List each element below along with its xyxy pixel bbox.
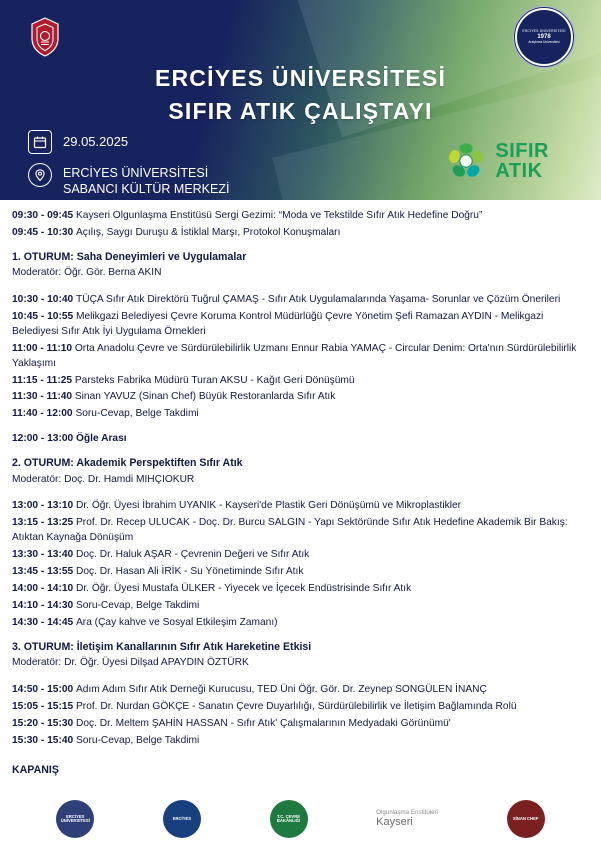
poster-title-line2: SIFIR ATIK ÇALIŞTAYI xyxy=(168,97,433,124)
program-item xyxy=(12,499,589,514)
ministry-emblem-icon xyxy=(22,14,68,60)
program-content xyxy=(0,200,601,778)
sifir-atik-logo xyxy=(445,140,549,182)
item-time: 13:30 - 13:40 xyxy=(12,549,76,561)
session-title: 2. OTURUM: Akademik Perspektiften Sıfır Atık xyxy=(12,457,243,470)
university-logo xyxy=(513,6,575,68)
item-text: Sinan YAVUZ (Sinan Chef) Büyük Restoranlarda Sıfır Atık xyxy=(74,391,336,403)
closing-label: KAPANIŞ xyxy=(12,763,59,776)
item-text: Prof. Dr. Nurdan GÖKÇE - Sanatın Çevre Duyarlılığı, Sürdürülebilirlik ve İletişim Bağlamında Rolü xyxy=(76,700,517,712)
sinan-chef-logo-mark xyxy=(507,800,545,838)
item-text: Dr. Öğr. Üyesi Mustafa ÜLKER - Yiyecek ve İçecek Endüstrisinde Sıfır Atık xyxy=(76,582,412,594)
university-logo-bottom-text: Araştırma Üniversitesi xyxy=(528,40,560,45)
program-item xyxy=(12,516,589,546)
program-item xyxy=(12,582,589,597)
erciyes-universitesi-logo-label: ERCİYES ÜNİVERSİTESİ xyxy=(60,813,90,823)
sifir-atik-mark-icon xyxy=(445,140,487,182)
item-time: 15:20 - 15:30 xyxy=(12,717,76,729)
event-meta xyxy=(28,130,229,200)
item-text: Soru-Cevap, Belge Takdimi xyxy=(76,599,200,611)
lunch-break: 12:00 - 13:00 Öğle Arası xyxy=(12,433,127,445)
item-text: Melikgazi Belediyesi Çevre Koruma Kontrol Müdürlüğü Çevre Yönetim Şefi Ramazan AYDIN - Melikgazi Belediyesi Sıfır Atık İyi Uygulama Örnekleri xyxy=(12,311,544,337)
olgunlasma-enstituleri-logo xyxy=(376,809,438,829)
geri-donusum-logo-mark xyxy=(270,800,308,838)
item-time: 14:30 - 14:45 xyxy=(12,616,76,628)
item-time: 15:05 - 15:15 xyxy=(12,700,76,712)
item-text: Adım Adım Sıfır Atık Derneği Kurucusu, TED Üni Öğr. Gör. Dr. Zeynep SONGÜLEN İNANÇ xyxy=(76,683,487,695)
session-title: 3. OTURUM: İletişim Kanallarının Sıfır Atık Hareketine Etkisi xyxy=(12,640,312,653)
program-item xyxy=(12,700,589,715)
event-venue-line2: SABANCI KÜLTÜR MERKEZİ xyxy=(63,181,230,196)
item-text: Parsteks Fabrika Müdürü Turan AKSU - Kağıt Geri Dönüşümü xyxy=(74,374,355,386)
olgunlasma-enstituleri-text xyxy=(376,809,438,829)
erciyes-universitesi-logo xyxy=(56,800,94,838)
location-pin-icon xyxy=(28,163,52,187)
erciyes-seal-logo-mark xyxy=(163,800,201,838)
spacer xyxy=(12,284,589,293)
item-text: TÜÇA Sıfır Atık Direktörü Tuğrul ÇAMAŞ - Sıfır Atık Uygulamalarında Yaşama- Sorunlar ve Çözüm Önerileri xyxy=(76,294,561,306)
program-item xyxy=(12,683,589,698)
session-2 xyxy=(12,456,589,630)
item-text: Doç. Dr. Meltem ŞAHİN HASSAN - Sıfır Atık' Çalışmalarının Medyadaki Görünümü' xyxy=(76,717,451,729)
session-moderator: Moderatör: Dr. Öğr. Üyesi Dilşad APAYDIN ÖZTÜRK xyxy=(12,657,249,669)
olgunlasma-enstituleri-sub: Kayseri xyxy=(376,816,413,829)
poster-header xyxy=(0,0,601,200)
item-time: 15:30 - 15:40 xyxy=(12,734,76,746)
item-text: Dr. Öğr. Üyesi İbrahim UYANIK - Kayseri'de Plastik Geri Dönüşümü ve Mikroplastikler xyxy=(76,500,462,512)
program-item xyxy=(12,390,589,405)
item-time: 13:15 - 13:25 xyxy=(12,517,76,529)
erciyes-seal-logo-label: ERCİYES xyxy=(172,815,192,821)
program-item xyxy=(12,734,589,749)
sifir-atik-word2: ATIK xyxy=(495,160,543,182)
item-text: Açılış, Saygı Duruşu & İstiklal Marşı, Protokol Konuşmaları xyxy=(76,226,341,238)
item-time: 11:40 - 12:00 xyxy=(12,408,76,420)
opening-items xyxy=(12,209,589,241)
session-3 xyxy=(12,640,589,749)
olgunlasma-enstituleri-label: Olgunlaşma Enstitüleri xyxy=(376,809,439,817)
item-time: 09:45 - 10:30 xyxy=(12,226,76,238)
program-item xyxy=(12,717,589,732)
item-text: Soru-Cevap, Belge Takdimi xyxy=(75,408,199,420)
event-venue-line1: ERCİYES ÜNİVERSİTESİ xyxy=(63,166,209,180)
event-date-row xyxy=(28,130,229,154)
program-item xyxy=(12,209,589,224)
erciyes-universitesi-logo-mark xyxy=(56,800,94,838)
footer-logos xyxy=(0,789,601,849)
item-time: 11:15 - 11:25 xyxy=(12,374,75,386)
item-text: Ara (Çay kahve ve Sosyal Etkileşim Zamanı) xyxy=(76,616,278,628)
university-logo-year: 1978 xyxy=(537,34,551,41)
item-time: 09:30 - 09:45 xyxy=(12,210,76,221)
item-time: 13:00 - 13:10 xyxy=(12,500,76,512)
poster-title xyxy=(0,62,601,127)
program-item xyxy=(12,407,589,422)
session-moderator: Moderatör: Öğr. Gör. Berna AKIN xyxy=(12,267,162,279)
university-logo-top-text: ERCİYES ÜNİVERSİTESİ xyxy=(522,28,566,33)
poster-title-line1: ERCİYES ÜNİVERSİTESİ xyxy=(154,65,447,91)
sinan-chef-logo-label: SİNAN CHEF xyxy=(512,815,539,821)
sinan-chef-logo xyxy=(507,800,545,838)
item-text: Soru-Cevap, Belge Takdimi xyxy=(76,734,200,746)
geri-donusum-logo-label: T.C. ÇEVRE BAKANLIĞI xyxy=(276,813,301,823)
university-logo-ring xyxy=(513,6,575,68)
session-moderator: Moderatör: Doç. Dr. Hamdi MIHÇIOKUR xyxy=(12,473,195,485)
item-text: Doç. Dr. Haluk AŞAR - Çevrenin Değeri ve Sıfır Atık xyxy=(76,549,310,561)
item-time: 13:45 - 13:55 xyxy=(12,566,76,578)
program-item xyxy=(12,565,589,580)
item-time: 14:00 - 14:10 xyxy=(12,582,76,594)
item-time: 14:10 - 14:30 xyxy=(12,599,76,611)
sifir-atik-wordmark xyxy=(495,141,549,181)
program-item xyxy=(12,226,589,241)
geri-donusum-logo xyxy=(270,800,308,838)
program-item xyxy=(12,310,589,340)
program-item xyxy=(12,374,589,389)
item-time: 10:45 - 10:55 xyxy=(12,311,76,323)
item-text: Doç. Dr. Hasan Ali İRİK - Su Yönetiminde Sıfır Atık xyxy=(76,566,304,578)
spacer xyxy=(12,674,589,683)
session-title: 1. OTURUM: Saha Deneyimleri ve Uygulamalar xyxy=(12,250,247,263)
item-time: 14:50 - 15:00 xyxy=(12,683,76,695)
event-venue xyxy=(63,163,229,197)
item-text: Prof. Dr. Recep ULUCAK - Doç. Dr. Burcu SALGIN - Yapı Sektöründe Sıfır Atık Hedefine Akademik Bir Bakış: Atıktan Kaynağa Dönüşüm xyxy=(12,517,568,544)
event-venue-row xyxy=(28,163,229,197)
item-text: Orta Anadolu Çevre ve Sürdürülebilirlik Uzmanı Ennur Rabia YAMAÇ - Circular Denim: Orta'nın Sürdürülebilirlik Yaklaşımı xyxy=(12,342,577,369)
program-item xyxy=(12,342,589,372)
program-item xyxy=(12,599,589,614)
spacer xyxy=(12,490,589,499)
item-text: Kayseri Olgunlaşma Enstitüsü Sergi Gezimi: “Moda ve Tekstilde Sıfır Atık Hedefine Doğru” xyxy=(76,210,483,221)
event-date: 29.05.2025 xyxy=(63,134,129,149)
program-item xyxy=(12,616,589,631)
program-item xyxy=(12,548,589,563)
item-time: 10:30 - 10:40 xyxy=(12,294,76,306)
program-item xyxy=(12,293,589,308)
erciyes-seal-logo xyxy=(163,800,201,838)
calendar-icon xyxy=(28,130,52,154)
item-time: 11:00 - 11:10 xyxy=(12,342,75,354)
item-time: 11:30 - 11:40 xyxy=(12,391,75,403)
sifir-atik-word1: SIFIR xyxy=(495,140,549,162)
session-1 xyxy=(12,250,589,422)
